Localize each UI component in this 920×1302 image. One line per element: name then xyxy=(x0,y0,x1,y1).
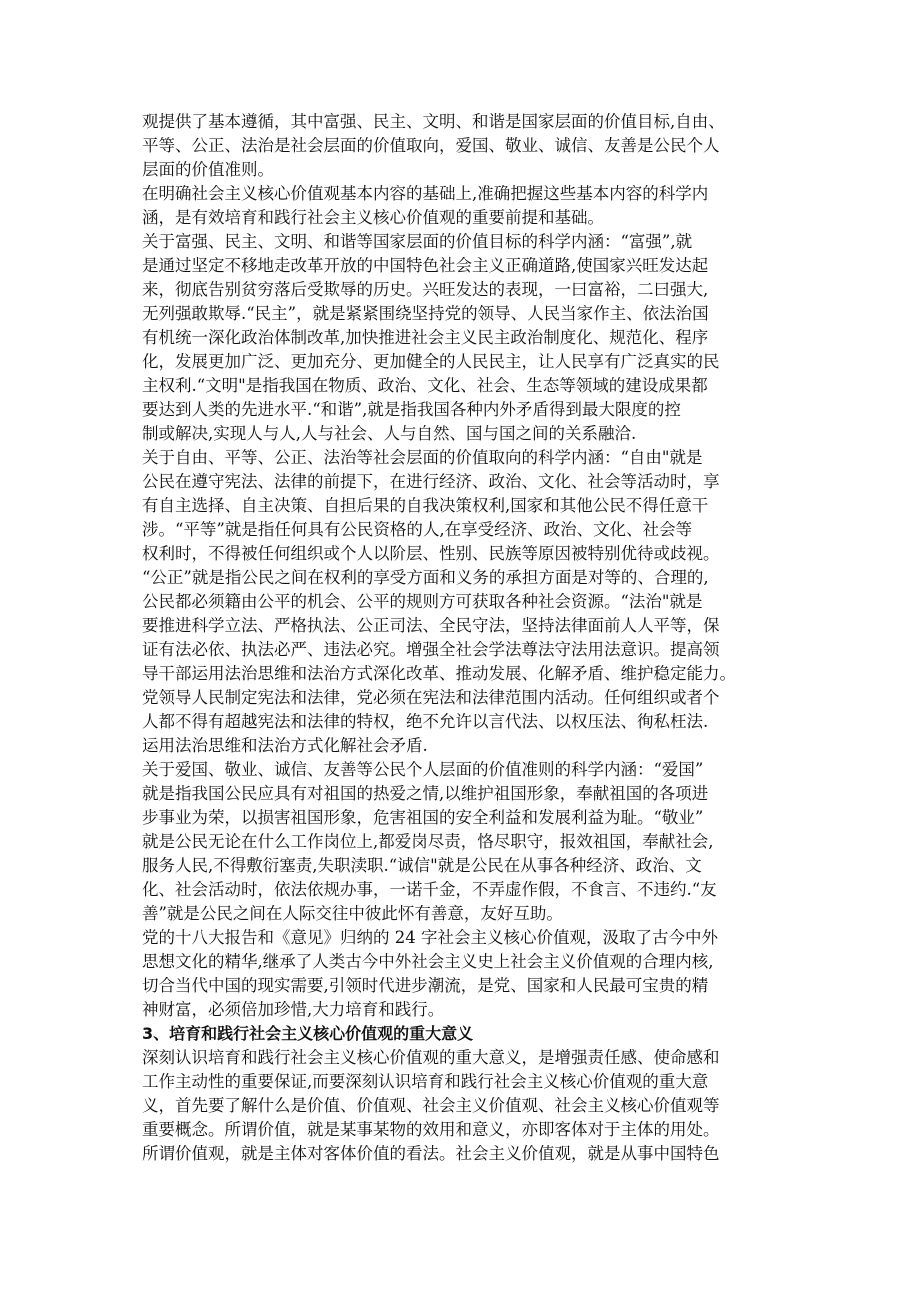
text-line: 神财富，必须倍加珍惜,大力培育和践行。 xyxy=(142,1000,445,1019)
text-line: 步事业为荣，以损害祖国形象，危害祖国的安全利益和发展利益为耻。“敬业” xyxy=(142,808,704,827)
text-line: 来，彻底告别贫穷落后受欺辱的历史。兴旺发达的表现，一曰富裕，二曰强大, xyxy=(142,280,709,299)
text-line: 证有法必依、执法必严、违法必究。增强全社会学法尊法守法用法意识。提高领 xyxy=(142,640,720,659)
text-line: 关于自由、平等、公正、法治等社会层面的价值取向的科学内涵：“自由"就是 xyxy=(142,448,703,467)
text-line: 义，首先要了解什么是价值、价值观、社会主义价值观、社会主义核心价值观等 xyxy=(142,1096,720,1115)
text-line: 党领导人民制定宪法和法律，党必须在宪法和法律范围内活动。任何组织或者个 xyxy=(142,688,720,707)
section-heading: 3、培育和践行社会主义核心价值观的重大意义 xyxy=(142,1024,474,1043)
text-line: 公民都必须籍由公平的机会、公平的规则方可获取各种社会资源。“法治"就是 xyxy=(142,592,703,611)
text-line: 就是指我国公民应具有对祖国的热爱之情,以维护祖国形象，奉献祖国的各项进 xyxy=(142,784,709,803)
text-line: 化、社会活动时，依法依规办事，一诺千金，不弄虚作假，不食言、不违约.“友 xyxy=(142,880,717,899)
text-line: 善”就是公民之间在人际交往中彼此怀有善意，友好互助。 xyxy=(142,904,563,923)
text-line: 重要概念。所谓价值，就是某事某物的效用和意义，亦即客体对于主体的用处。 xyxy=(142,1120,720,1139)
text-line: 化，发展更加广泛、更加充分、更加健全的人民民主，让人民享有广泛真实的民 xyxy=(142,352,720,371)
text-line: 关于富强、民主、文明、和谐等国家层面的价值目标的科学内涵：“富强”,就 xyxy=(142,232,693,251)
text-line: 运用法治思维和法治方式化解社会矛盾. xyxy=(142,736,428,755)
text-line: 涉。“平等”就是指任何具有公民资格的人,在享受经济、政治、文化、社会等 xyxy=(142,520,693,539)
text-line: 在明确社会主义核心价值观基本内容的基础上,准确把握这些基本内容的科学内 xyxy=(142,184,709,203)
text-line: 深刻认识培育和践行社会主义核心价值观的重大意义，是增强责任感、使命感和 xyxy=(142,1048,720,1067)
text-line: 权利时，不得被任何组织或个人以阶层、性别、民族等原因被特别优待或歧视。 xyxy=(142,544,720,563)
text-line: 就是公民无论在什么工作岗位上,都爱岗尽责，恪尽职守，报效祖国，奉献社会, xyxy=(142,832,714,851)
text-line: 人都不得有超越宪法和法律的特权，绝不允许以言代法、以权压法、徇私枉法. xyxy=(142,712,709,731)
text-line: 关于爱国、敬业、诚信、友善等公民个人层面的价值准则的科学内涵：“爱国” xyxy=(142,760,704,779)
text-line: 公民在遵守宪法、法律的前提下，在进行经济、政治、文化、社会等活动时，享 xyxy=(142,472,720,491)
text-line: “公正”就是指公民之间在权利的享受方面和义务的承担方面是对等的、合理的, xyxy=(142,568,709,587)
text-line: 是通过坚定不移地走改革开放的中国特色社会主义正确道路,使国家兴旺发达起 xyxy=(142,256,709,275)
document-body xyxy=(142,110,782,1166)
text-line: 涵，是有效培育和践行社会主义核心价值观的重要前提和基础。 xyxy=(142,208,604,227)
text-line: 观提供了基本遵循，其中富强、民主、文明、和谐是国家层面的价值目标,自由、 xyxy=(142,112,725,131)
text-line: 主权利.“文明"是指我国在物质、政治、文化、社会、生态等领域的建设成果都 xyxy=(142,376,708,395)
text-line: 平等、公正、法治是社会层面的价值取向，爱国、敬业、诚信、友善是公民个人 xyxy=(142,136,720,155)
text-line: 服务人民,不得敷衍塞责,失职渎职.“诚信"就是公民在从事各种经济、政治、文 xyxy=(142,856,702,875)
text-line: 导干部运用法治思维和法治方式深化改革、推动发展、化解矛盾、维护稳定能力。 xyxy=(142,664,736,683)
text-line: 所谓价值观，就是主体对客体价值的看法。社会主义价值观，就是从事中国特色 xyxy=(142,1144,720,1163)
text-line: 要达到人类的先进水平.“和谐”,就是指我国各种内外矛盾得到最大限度的控 xyxy=(142,400,681,419)
text-line: 有自主选择、自主决策、自担后果的自我决策权利,国家和其他公民不得任意干 xyxy=(142,496,709,515)
text-line: 要推进科学立法、严格执法、公正司法、全民守法，坚持法律面前人人平等，保 xyxy=(142,616,720,635)
text-line: 无列强敢欺辱.“民主”，就是紧紧围绕坚持党的领导、人民当家作主、依法治国 xyxy=(142,304,709,323)
text-line: 工作主动性的重要保证,而要深刻认识培育和践行社会主义核心价值观的重大意 xyxy=(142,1072,709,1091)
text-line: 切合当代中国的现实需要,引领时代进步潮流，是党、国家和人民最可宝贵的精 xyxy=(142,976,709,995)
text-line: 层面的价值准则。 xyxy=(142,160,274,179)
text-line: 制或解决,实现人与人,人与社会、人与自然、国与国之间的关系融洽. xyxy=(142,424,637,443)
text-line: 党的十八大报告和《意见》归纳的 24 字社会主义核心价值观，汲取了古今中外 xyxy=(142,928,718,947)
text-line: 思想文化的精华,继承了人类古今中外社会主义史上社会主义价值观的合理内核, xyxy=(142,952,714,971)
text-line: 有机统一深化政治体制改革,加快推进社会主义民主政治制度化、规范化、程序 xyxy=(142,328,709,347)
